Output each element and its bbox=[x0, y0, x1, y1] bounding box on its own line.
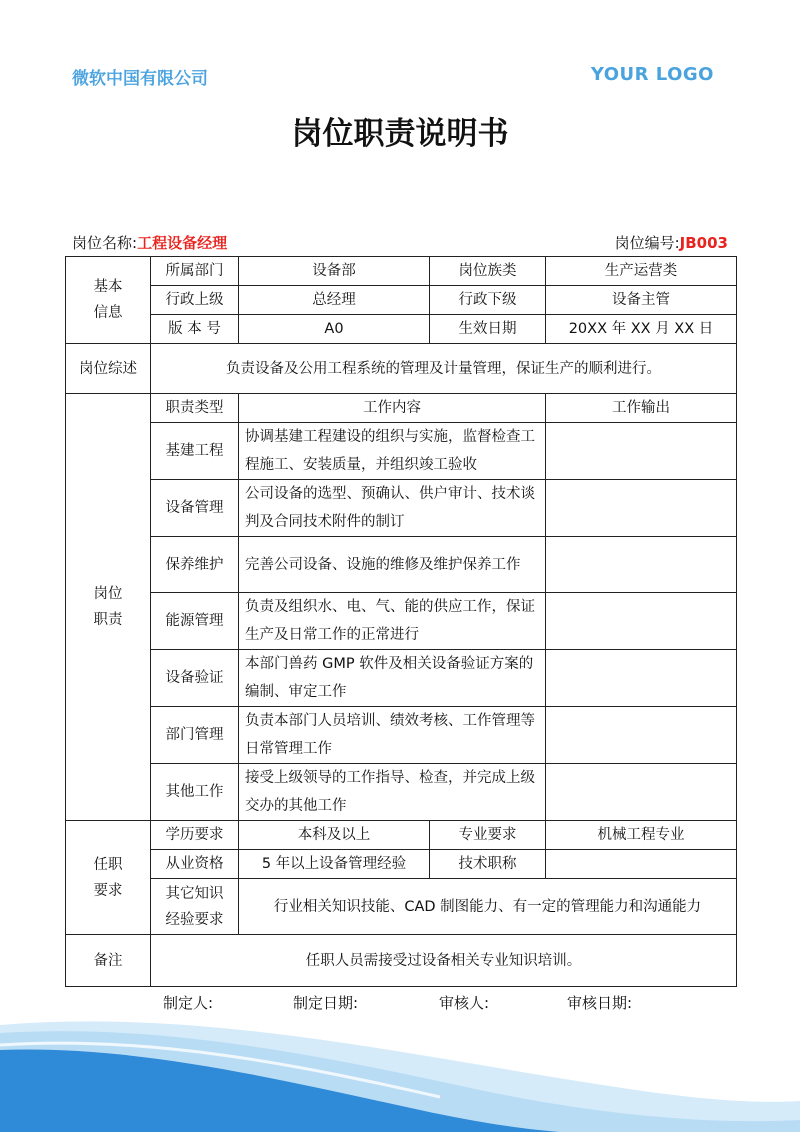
table-row bbox=[66, 537, 737, 593]
company-name: 微软中国有限公司 bbox=[72, 69, 208, 89]
table-cell: A0 bbox=[239, 315, 430, 344]
table-cell: 设备主管 bbox=[546, 286, 737, 315]
column-header: 职责类型 bbox=[151, 394, 239, 423]
major-value: 机械工程专业 bbox=[546, 821, 737, 850]
summary-label: 岗位综述 bbox=[66, 344, 151, 394]
table-cell: 行政下级 bbox=[430, 286, 546, 315]
title-label: 技术职称 bbox=[430, 850, 546, 879]
experience-value: 5 年以上设备管理经验 bbox=[239, 850, 430, 879]
basic-info-label: 基本 信息 bbox=[66, 257, 151, 344]
table-row bbox=[66, 593, 737, 650]
position-code-value: JB003 bbox=[679, 234, 728, 252]
table-row bbox=[66, 394, 737, 423]
duty-output bbox=[546, 764, 737, 821]
education-value: 本科及以上 bbox=[239, 821, 430, 850]
duty-output bbox=[546, 593, 737, 650]
table-cell: 所属部门 bbox=[151, 257, 239, 286]
table-cell: 设备部 bbox=[239, 257, 430, 286]
table-cell: 版 本 号 bbox=[151, 315, 239, 344]
qualification-label: 任职 要求 bbox=[66, 821, 151, 935]
table-row bbox=[66, 935, 737, 987]
duty-content: 本部门兽药 GMP 软件及相关设备验证方案的编制、审定工作 bbox=[239, 650, 546, 707]
table-cell: 生产运营类 bbox=[546, 257, 737, 286]
table-cell: 生效日期 bbox=[430, 315, 546, 344]
duty-type: 保养维护 bbox=[151, 537, 239, 593]
page-title: 岗位职责说明书 bbox=[291, 116, 509, 152]
table-row bbox=[66, 344, 737, 394]
remark-label: 备注 bbox=[66, 935, 151, 987]
duty-output bbox=[546, 707, 737, 764]
position-code-label: 岗位编号: bbox=[614, 234, 680, 252]
duty-content: 公司设备的选型、预确认、供户审计、技术谈判及合同技术附件的制订 bbox=[239, 480, 546, 537]
major-label: 专业要求 bbox=[430, 821, 546, 850]
table-row bbox=[66, 850, 737, 879]
table-cell: 20XX 年 XX 月 XX 日 bbox=[546, 315, 737, 344]
table-cell: 岗位族类 bbox=[430, 257, 546, 286]
duty-type: 其他工作 bbox=[151, 764, 239, 821]
table-row bbox=[66, 821, 737, 850]
make-date-label: 制定日期: bbox=[293, 994, 359, 1012]
duty-output bbox=[546, 537, 737, 593]
position-name-label: 岗位名称: bbox=[72, 234, 138, 252]
position-name-value: 工程设备经理 bbox=[137, 234, 228, 252]
duty-content: 完善公司设备、设施的维修及维护保养工作 bbox=[239, 537, 546, 593]
duty-content: 负责及组织水、电、气、能的供应工作，保证生产及日常工作的正常进行 bbox=[239, 593, 546, 650]
duty-content: 接受上级领导的工作指导、检查，并完成上级交办的其他工作 bbox=[239, 764, 546, 821]
table-row bbox=[66, 286, 737, 315]
duty-type: 设备管理 bbox=[151, 480, 239, 537]
remark-text: 任职人员需接受过设备相关专业知识培训。 bbox=[151, 935, 737, 987]
table-row bbox=[66, 480, 737, 537]
table-row bbox=[66, 257, 737, 286]
table-row bbox=[66, 764, 737, 821]
duty-output bbox=[546, 480, 737, 537]
duty-type: 能源管理 bbox=[151, 593, 239, 650]
maker-label: 制定人: bbox=[163, 994, 214, 1012]
table-cell: 总经理 bbox=[239, 286, 430, 315]
column-header: 工作内容 bbox=[239, 394, 546, 423]
duty-content: 协调基建工程建设的组织与实施，监督检查工程施工、安装质量，并组织竣工验收 bbox=[239, 423, 546, 480]
duty-output bbox=[546, 423, 737, 480]
title-value bbox=[546, 850, 737, 879]
duty-content: 负责本部门人员培训、绩效考核、工作管理等日常管理工作 bbox=[239, 707, 546, 764]
duty-type: 设备验证 bbox=[151, 650, 239, 707]
education-label: 学历要求 bbox=[151, 821, 239, 850]
logo-text: YOUR LOGO bbox=[590, 64, 714, 85]
duty-type: 部门管理 bbox=[151, 707, 239, 764]
duties-label: 岗位 职责 bbox=[66, 394, 151, 821]
table-row bbox=[66, 423, 737, 480]
table-row bbox=[66, 650, 737, 707]
position-code-line bbox=[615, 232, 728, 253]
table-row bbox=[66, 707, 737, 764]
experience-label: 从业资格 bbox=[151, 850, 239, 879]
table-cell: 行政上级 bbox=[151, 286, 239, 315]
summary-text: 负责设备及公用工程系统的管理及计量管理，保证生产的顺利进行。 bbox=[151, 344, 737, 394]
duty-type: 基建工程 bbox=[151, 423, 239, 480]
decorative-wave bbox=[0, 1005, 800, 1132]
reviewer-label: 审核人: bbox=[439, 994, 490, 1012]
review-date-label: 审核日期: bbox=[567, 994, 633, 1012]
other-knowledge-label: 其它知识 经验要求 bbox=[151, 879, 239, 935]
column-header: 工作输出 bbox=[546, 394, 737, 423]
other-knowledge-value: 行业相关知识技能、CAD 制图能力、有一定的管理能力和沟通能力 bbox=[239, 879, 737, 935]
duty-output bbox=[546, 650, 737, 707]
table-row bbox=[66, 879, 737, 935]
table-row bbox=[66, 315, 737, 344]
duty-table bbox=[65, 256, 737, 987]
position-name-line bbox=[72, 232, 227, 253]
